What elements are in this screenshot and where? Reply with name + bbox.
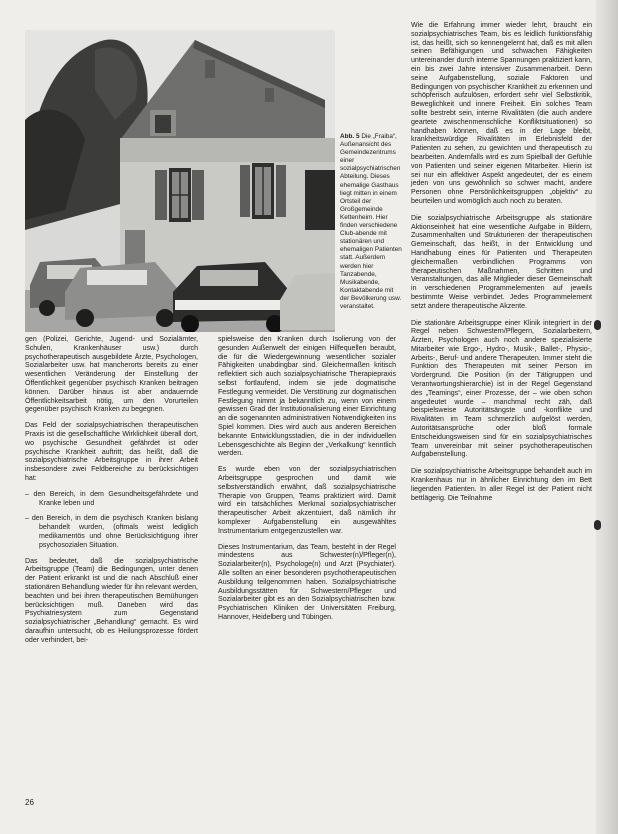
binding-gutter [596,0,618,834]
figure-label: Abb. 5 [340,133,360,140]
paragraph: Die stationäre Arbeitsgruppe einer Klinik integriert in der Regel neben Schwestern/Pflegern, Sozialarbeitern, Ärzten, Psychologen auch noch andere spezialisierte Mitarbeiter wie Ergo-, Hydro-, Musik-, Ballet-, Physio-, Arbeits-, Beruf- und andere Therapeuten. Immer steht die Funktion des Therapeuten mit seiner Person im Vordergrund. Die Position (in der Tätigruppen und Verantwortungshierarchie) ist in der Regel Gegenstand des „Teamings“, einer Prozesse, der – wie oben schon angedeutet wurde – manchmal recht zäh, daß beispielsweise Autoritätsängste und -konflikte und Rivalitäten im Team schmerzlich aufgelöst werden, Autoritätsansprüche oder bloß formale Entscheidungsweisen sind für ein sozialpsychiatrisches Team unvereinbar mit seiner psychotherapeutischen Aufgabenstellung. [411,319,592,459]
paragraph: Das bedeutet, daß die sozialpsychiatrische Arbeitsgruppe (Team) die Bedingungen, unter denen der Patient erkrankt ist und die nach Abschluß einer stationären Behandlung wieder für ihn relevant werden, beachten und bei ihren therapeutischen Bemühungen berücksichtigen muß. Daneben wird das Psychiatriesystem zum Gegenstand sozialpsychiatrischer „Behandlung“ gemacht. Es wird daraufhin untersucht, ob es Heilungsprozesse fördert oder verhindert, bei- [25,557,198,644]
building-photo [25,30,335,332]
paragraph: Die sozialpsychiatrische Arbeitsgruppe behandelt auch im Krankenhaus nur in ähnlicher Einrichtung den im Bett liegenden Patienten. In aller Regel ist der Patient nicht bettlägerig. Die Teilnahme [411,468,592,502]
paragraph: Wie die Erfahrung immer wieder lehrt, braucht ein sozialpsychiatrisches Team, bis es leidlich funktionsfähig ist, das heißt, sich so kennengelernt hat, daß es mit allen seinen Befähigungen und schwachen Fähigkeiten untereinander durch interne Spannungen praktiziert kann, ein bis zwei Jahre intensiver Zusammenarbeit. Denn seine Aufgabenstellung, soziale Faktoren und Bedingungen von psychischer Krankheit zu erkennen und schöpferisch aufzulösen, erfordert sehr viel Selbstkritik, Beweglichkeit und innere Freiheit. Ein solches Team sollte bestrebt sein, interne Rivalitäten (die auch andere geartete zwischenmenschliche Konfliktsituationen) so handhaben können, daß es in der Lage bleibt, krankheitswürdige Rivalitäten im Erlebnisfeld der Patienten zu sehen, zu gewichten und therapeutisch zu bearbeiten. Andernfalls wird es zum Spielball der Gefühle von Patienten und seiner eigenen Mitarbeiter. Hierin ist sei nur ein affektiver Aspekt angedeutet, der es einem jeden von uns gewöhnlich so schwer macht, andere Personen ohne Persönlichkeitsgruppen „objektiv“ zu beurteilen und womöglich auch noch zu beraten. [411,22,592,205]
paragraph: spielsweise den Kranken durch Isolierung von der gesunden Außenwelt der einigen Hilfequellen beraubt, die für die Wiedergewinnung wesentlicher sozialer Fähigkeiten unabdingbar sind. Gleichermaßen kritisch reflektiert sich auch sozialpsychiatrische Therapiepraxis selbst fortlaufend, indem sie jede dogmatische Festlegung vermeidet. Die Verstörung zur dogmatischen Festlegung nimmt ja bekanntlich zu, wenn von einem gewissen Grad der Institutionalisierung einer Einrichtung an die sogenannten administrativen Notwendigkeiten ins Spiel kommen. Dies wird auch aus anderen Bereichen bekannte Entwicklungsstadien, die in der individuellen Lebensgeschichte als Beginn der „Verkalkung“ kenntlich werden. [218,336,396,458]
paragraph: gen (Polizei, Gerichte, Jugend- und Sozialämter, Schulen, Krankenhäuser usw.) durch psychotherapeutisch ausgebildete Ärzte, Psychologen, Sozialarbeiter usw. hat mancherorts bereits zu einer wesentlichen Veränderung der Einstellung der Öffentlichkeit gegenüber psychisch Kranken beitragen können. Darüber hinaus ist aber andauernde Öffentlichkeitsarbeit nötig, um den Vorurteilen gegenüber psychisch Kranken zu begegnen. [25,336,198,414]
binder-hole-bottom [594,520,601,530]
list-item: – den Bereich, in dem die psychisch Kranken bislang behandelt wurden, (oftmals weist lediglich medikamentös und ohne Berücksichtigung ihrer psychosozialen Situation. [25,515,198,549]
figure-caption-text: Die „Fraiba“, Außenansicht des Gemeindezentrums einer sozialpsychiatrischen Abteilung. Dieses ehemalige Gasthaus liegt mitten in einem Ortsteil der Großgemeinde Kettenheim. Hier finden verschiedene Club-abende mit stationären und ehemaligen Patienten statt. Außerdem werden hier Tanzabende, Musikabende, Kontaktabende mit der Bevölkerung usw. veranstaltet. [340,133,402,310]
list-item: – den Bereich, in dem Gesundheitsgefährdete und Kranke leben und [25,490,198,507]
paragraph: Das Feld der sozialpsychiatrischen therapeutischen Praxis ist die gesellschaftliche Wirklichkeit überall dort, wo psychische Gesundheit gefährdet ist oder psychische Krankheit auftritt; das heißt, daß die sozialpsychiatrische Arbeitsgruppe in ihrer Arbeit insbesondere zwei Feldbereiche zu berücksichtigen hat: [25,422,198,482]
page-number: 26 [25,798,34,807]
binder-hole-top [594,320,601,330]
text-column-3 [411,22,592,511]
paragraph: Die sozialpsychiatrische Arbeitsgruppe als stationäre Aktionseinheit hat eine wesentliche Aufgabe in Bildern, Zusammenhalten und Strukturieren der therapeutischen Gemeinschaft, das heißt, in der Entwicklung und Handhabung eines für Patienten und Therapeuten gleichermaßen verbindlichen Programms von therapeutischen Maßnahmen, Schritten und Veranstaltungen, das alle Mitglieder dieser Gemeinschaft in verschiedenen Programmelementen auf jeweils bestimmte Weise verbindet. Jedes Programmelement setzt andere therapeutische Akzente. [411,214,592,310]
text-column-1 [25,336,198,653]
paragraph: Dieses Instrumentarium, das Team, besteht in der Regel mindestens aus Schwester(n)/Pfleger(n), Sozialarbeiter(n), Psychologe(n) und Arzt (Psychiater). Alle sollten an einer besonderen psychotherapeutischen Ausbildung teilgenommen haben. Sozialpsychiatrische Ausbildungsstätten für Schwestern/Pfleger und Sozialarbeiter gibt es an den Sozialpsychiatrischen bzw. Psychiatrischen Kliniken der Universitäten Freiburg, Hannover, Heidelberg und Tübingen. [218,543,396,621]
paragraph: Es wurde eben von der sozialpsychiatrischen Arbeitsgruppe gesprochen und damit wie selbstverständlich erwähnt, daß sozialpsychiatrische Therapie von Gruppen, Teams praktiziert wird. Damit wird ein tatsächliches Merkmal sozialpsychiatrischer therapeutischer Arbeit akzentuiert, daß nämlich ihr komplexer Aufgabenstellung ein ausgewähltes Instrumentarium entgegenzustellen war. [218,466,396,535]
figure-caption [340,133,402,311]
house-with-cars-image [25,30,335,332]
text-column-2 [218,336,396,630]
